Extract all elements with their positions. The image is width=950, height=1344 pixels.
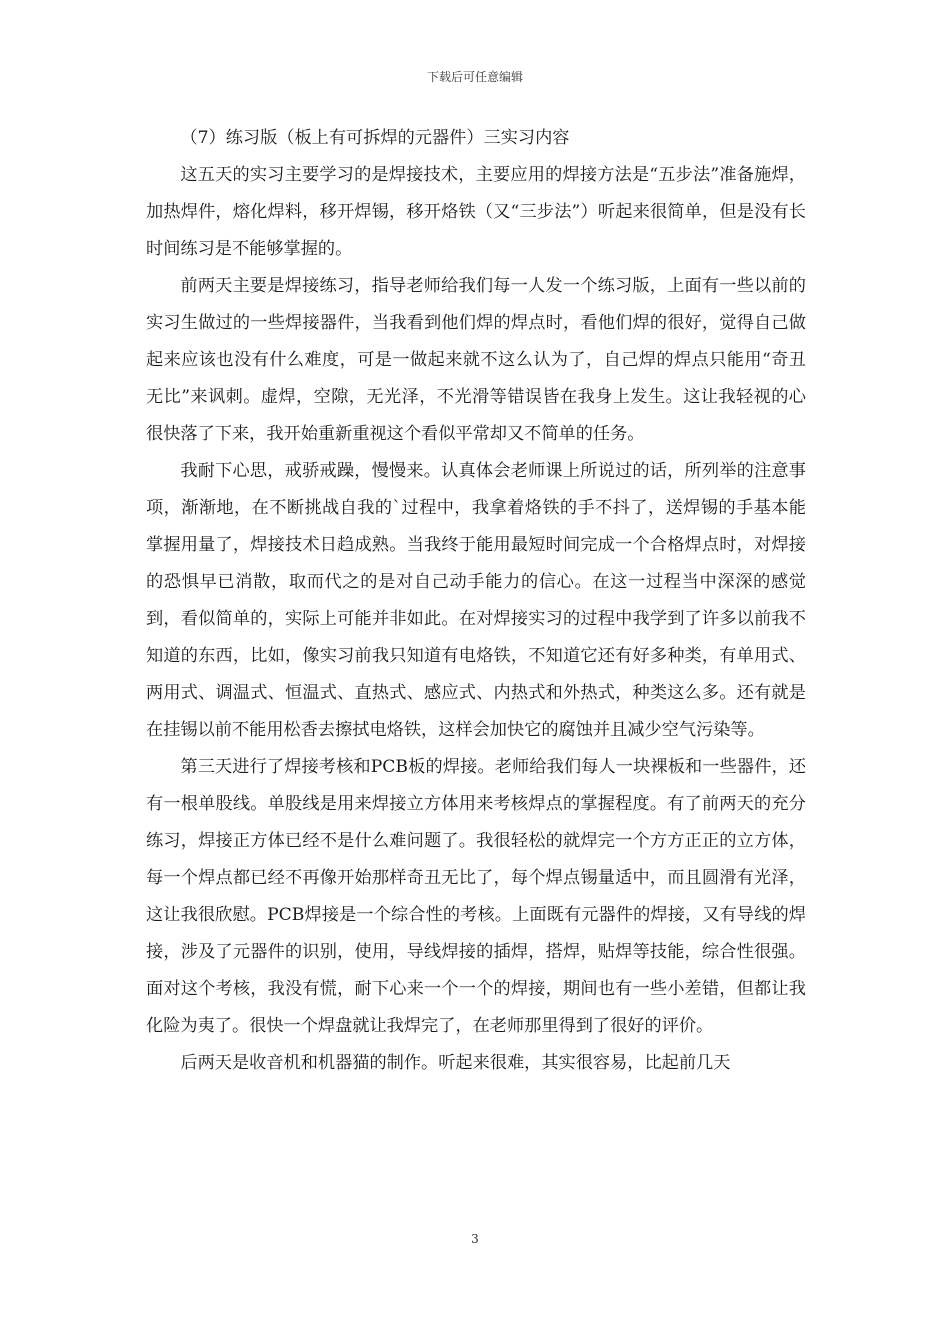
document-body: [146, 120, 806, 1082]
paragraph: 前两天主要是焊接练习，指导老师给我们每一人发一个练习版，上面有一些以前的实习生做过的一些焊接器件，当我看到他们焊的焊点时，看他们焊的很好，觉得自己做起来应该也没有什么难度，可是一做起来就不这么认为了，自己焊的焊点只能用“奇丑无比”来讽刺。虚焊，空隙，无光泽，不光滑等错误皆在我身上发生。这让我轻视的心很快落了下来，我开始重新重视这个看似平常却又不简单的任务。: [146, 276, 806, 444]
paragraph: 这五天的实习主要学习的是焊接技术，主要应用的焊接方法是“五步法”准备施焊，加热焊件，熔化焊料，移开焊锡，移开烙铁（又“三步法”）听起来很简单，但是没有长时间练习是不能够掌握的。: [146, 165, 806, 259]
paragraph-heading: （7）练习版（板上有可拆焊的元器件）三实习内容: [180, 128, 570, 148]
paragraph: 我耐下心思，戒骄戒躁，慢慢来。认真体会老师课上所说过的话，所列举的注意事项，渐渐地，在不断挑战自我的`过程中，我拿着烙铁的手不抖了，送焊锡的手基本能掌握用量了，焊接技术日趋成熟。当我终于能用最短时间完成一个合格焊点时，对焊接的恐惧早已消散，取而代之的是对自己动手能力的信心。在这一过程当中深深的感觉到，看似简单的，实际上可能并非如此。在对焊接实习的过程中我学到了许多以前我不知道的东西，比如，像实习前我只知道有电烙铁，不知道它还有好多种类，有单用式、两用式、调温式、恒温式、直热式、感应式、内热式和外热式，种类这么多。还有就是在挂锡以前不能用松香去擦拭电烙铁，这样会加快它的腐蚀并且减少空气污染等。: [146, 461, 806, 740]
header-note: 下载后可任意编辑: [426, 70, 523, 84]
paragraph: 后两天是收音机和机器猫的制作。听起来很难，其实很容易，比起前几天: [180, 1053, 731, 1073]
page-number: 3: [471, 1232, 479, 1246]
paragraph: 第三天进行了焊接考核和PCB板的焊接。老师给我们每人一块裸板和一些器件，还有一根单股线。单股线是用来焊接立方体用来考核焊点的掌握程度。有了前两天的充分练习，焊接正方体已经不是什么难问题了。我很轻松的就焊完一个方方正正的立方体，每一个焊点都已经不再像开始那样奇丑无比了，每个焊点锡量适中，而且圆滑有光泽，这让我很欣慰。PCB焊接是一个综合性的考核。上面既有元器件的焊接，又有导线的焊接，涉及了元器件的识别，使用，导线焊接的插焊，搭焊，贴焊等技能，综合性很强。面对这个考核，我没有慌，耐下心来一个一个的焊接，期间也有一些小差错，但都让我化险为夷了。很快一个焊盘就让我焊完了，在老师那里得到了很好的评价。: [146, 757, 806, 1036]
